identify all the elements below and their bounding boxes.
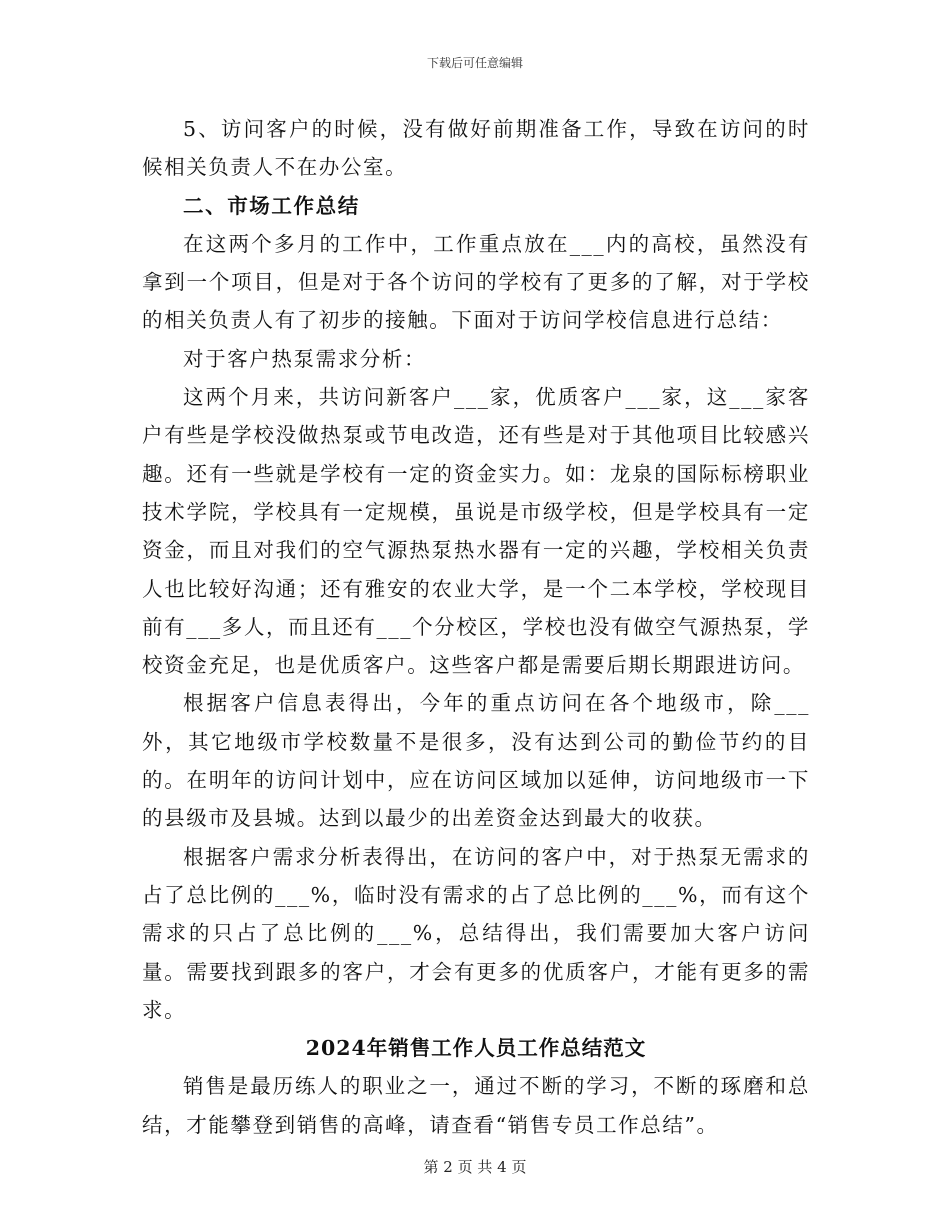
document-body [142,110,810,1144]
page-header: 下载后可任意编辑 [426,56,523,70]
paragraph-2: 在这两个多月的工作中，工作重点放在___内的高校，虽然没有拿到一个项目，但是对于各个访问的学校有了更多的了解，对于学校的相关负责人有了初步的接触。下面对于访问学校信息进行总结： [142,231,810,333]
article-title: 2024年销售工作人员工作总结范文 [305,1036,647,1061]
paragraph-6: 根据客户需求分析表得出，在访问的客户中，对于热泵无需求的占了总比例的___%，临时没有需求的占了总比例的___%，而有这个需求的只占了总比例的___%，总结得出，我们需要加大客户访问量。需要找到跟多的客户，才会有更多的优质客户，才能有更多的需求。 [142,844,810,1022]
paragraph-3: 对于客户热泵需求分析： [183,346,427,371]
section-heading: 二、市场工作总结 [183,193,360,218]
paragraph-7: 销售是最历练人的职业之一，通过不断的学习，不断的琢磨和总结，才能攀登到销售的高峰，请查看“销售专员工作总结”。 [142,1074,810,1137]
paragraph-4: 这两个月来，共访问新客户___家，优质客户___家，这___家客户有些是学校没做热泵或节电改造，还有些是对于其他项目比较感兴趣。还有一些就是学校有一定的资金实力。如：龙泉的国际标榜职业技术学院，学校具有一定规模，虽说是市级学校，但是学校具有一定资金，而且对我们的空气源热泵热水器有一定的兴趣，学校相关负责人也比较好沟通；还有雅安的农业大学，是一个二本学校，学校现目前有___多人，而且还有___个分校区，学校也没有做空气源热泵，学校资金充足，也是优质客户。这些客户都是需要后期长期跟进访问。 [142,385,810,678]
paragraph-1: 5、访问客户的时候，没有做好前期准备工作，导致在访问的时候相关负责人不在办公室。 [142,117,810,180]
paragraph-5: 根据客户信息表得出，今年的重点访问在各个地级市，除___外，其它地级市学校数量不是很多，没有达到公司的勤俭节约的目的。在明年的访问计划中，应在访问区域加以延伸，访问地级市一下的县级市及县城。达到以最少的出差资金达到最大的收获。 [142,691,810,831]
page-footer: 第 2 页 共 4 页 [423,1158,527,1176]
